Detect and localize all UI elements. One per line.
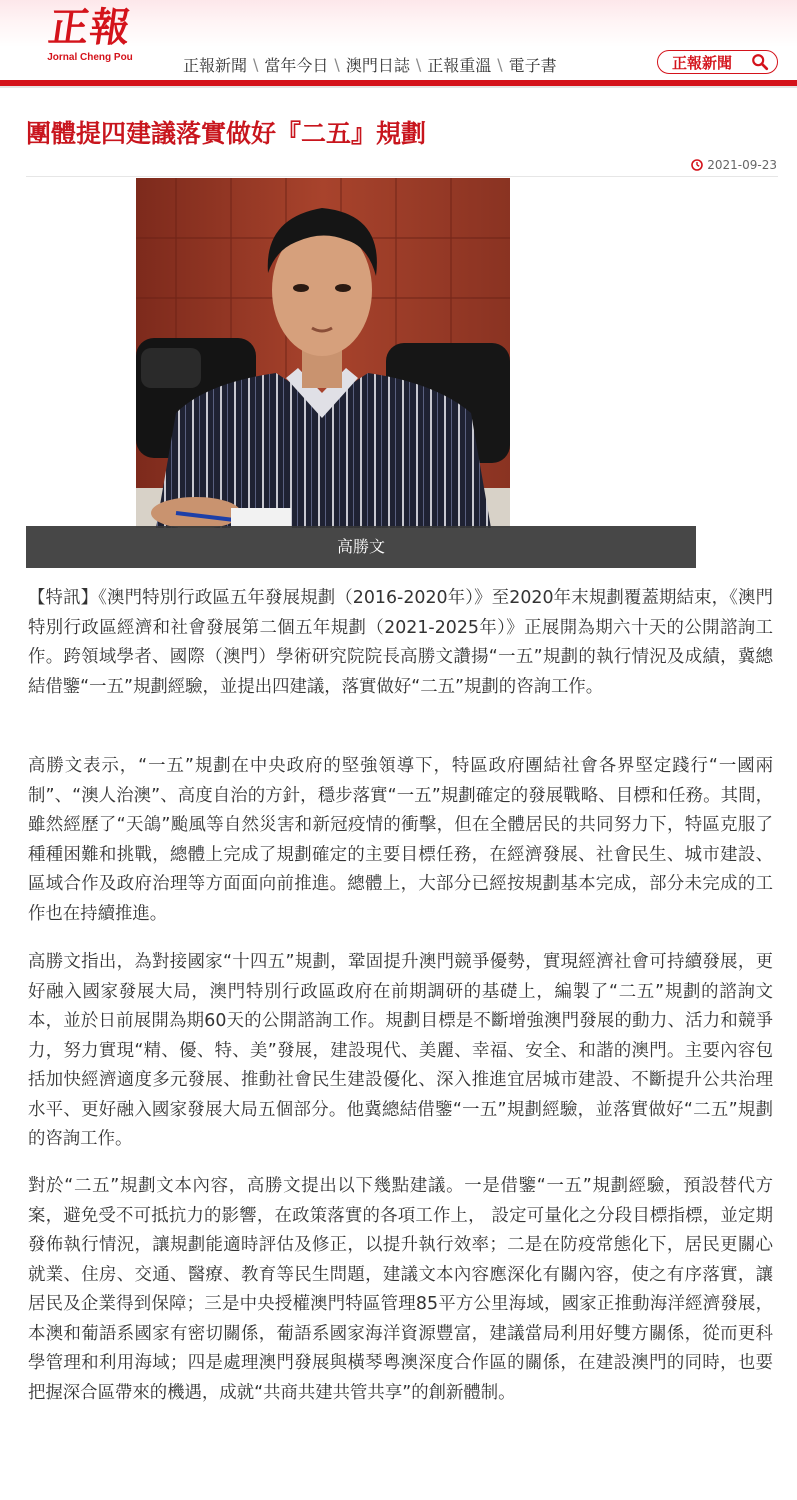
nav-item-review[interactable]: 正報重溫 xyxy=(427,55,492,75)
nav-separator: \ xyxy=(334,54,340,74)
nav-item-this-day[interactable]: 當年今日 xyxy=(264,55,329,75)
clock-icon xyxy=(691,159,703,171)
site-header xyxy=(0,0,797,86)
logo-title: 正報 xyxy=(45,4,135,51)
article-paragraph: 高勝文表示，“一五”規劃在中央政府的堅強領導下，特區政府團結社會各界堅定踐行“一國兩制”、“澳人治澳”、高度自治的方針，穩步落實“一五”規劃確定的發展戰略、目標和任務。其間，雖然經歷了“天鴿”颱風等自然災害和新冠疫情的衝擊，但在全體居民的共同努力下，特區克服了種種困難和挑戰，總體上完成了規劃確定的主要目標任務，在經濟發展、社會民生、城市建設、區域合作及政府治理等方面面向前推進。總體上，大部分已經按規劃基本完成，部分未完成的工作也在持續推進。 xyxy=(28,756,773,924)
article-title: 團體提四建議落實做好『二五』規劃 xyxy=(26,119,427,148)
portrait-image xyxy=(136,178,510,528)
caption-text: 高勝文 xyxy=(336,537,385,556)
nav-item-ebook[interactable]: 電子書 xyxy=(508,55,557,75)
search-icon xyxy=(751,53,769,71)
header-gray-divider xyxy=(0,86,797,88)
nav-item-news[interactable]: 正報新聞 xyxy=(183,55,248,75)
site-logo[interactable] xyxy=(40,0,140,74)
photo-caption xyxy=(26,526,696,568)
main-nav xyxy=(183,52,557,76)
search-label: 正報新聞 xyxy=(672,53,733,72)
date-text: 2021-09-23 xyxy=(707,158,777,172)
article-paragraph: 【特訊】《澳門特別行政區五年發展規劃（2016-2020年）》至2020年末規劃覆蓋期結束，《澳門特別行政區經濟和社會發展第二個五年規劃（2021-2025年）》正展開為期六十天的公開諮詢工作。跨領域學者、國際（澳門）學術研究院院長高勝文讚揚“一五”規劃的執行情況及成績，冀總結借鑒“一五”規劃經驗，並提出四建議，落實做好“二五”規劃的咨詢工作。 xyxy=(28,588,773,697)
article-date xyxy=(691,158,777,172)
title-divider xyxy=(26,176,778,177)
article-paragraph: 對於“二五”規劃文本內容，高勝文提出以下幾點建議。一是借鑒“一五”規劃經驗，預設替代方案，避免受不可抵抗力的影響，在政策落實的各項工作上， 設定可量化之分段目標指標，並定期發佈執行情況，讓規劃能適時評估及修正，以提升執行效率；二是在防疫常態化下，居民更關心就業、住房、交通、醫療、教育等民生問題，建議文本內容應深化有關內容，使之有序落實，讓居民及企業得到保障；三是中央授權澳門特區管理85平方公里海域，國家正推動海洋經濟發展，本澳和葡語系國家有密切關係，葡語系國家海洋資源豐富，建議當局利用好雙方關係，從而更科學管理和利用海域；四是處理澳門發展與橫琴粵澳深度合作區的關係，在建設澳門的同時，也要把握深合區帶來的機遇，成就“共商共建共管共享”的創新體制。 xyxy=(28,1176,773,1403)
nav-separator: \ xyxy=(415,54,422,74)
nav-separator: \ xyxy=(497,54,503,74)
nav-item-macau-diary[interactable]: 澳門日誌 xyxy=(345,55,410,75)
nav-separator: \ xyxy=(253,54,259,74)
article-photo xyxy=(136,178,510,528)
news-search-button[interactable] xyxy=(657,50,778,74)
logo-subtitle: Jornal Cheng Pou xyxy=(47,52,133,63)
article-paragraph: 高勝文指出，為對接國家“十四五”規劃，鞏固提升澳門競爭優勢，實現經濟社會可持續發展，更好融入國家發展大局，澳門特別行政區政府在前期調研的基礎上，編製了“二五”規劃的諮詢文本，並於日前展開為期60天的公開諮詢工作。規劃目標是不斷增強澳門發展的動力、活力和競爭力，努力實現“精、優、特、美”發展，建設現代、美麗、幸福、安全、和諧的澳門。主要內容包括加快經濟適度多元發展、推動社會民生建設優化、深入推進宜居城市建設、不斷提升公共治理水平、更好融入國家發展大局五個部分。他冀總結借鑒“一五”規劃經驗，並落實做好“二五”規劃的咨詢工作。 xyxy=(28,952,773,1149)
